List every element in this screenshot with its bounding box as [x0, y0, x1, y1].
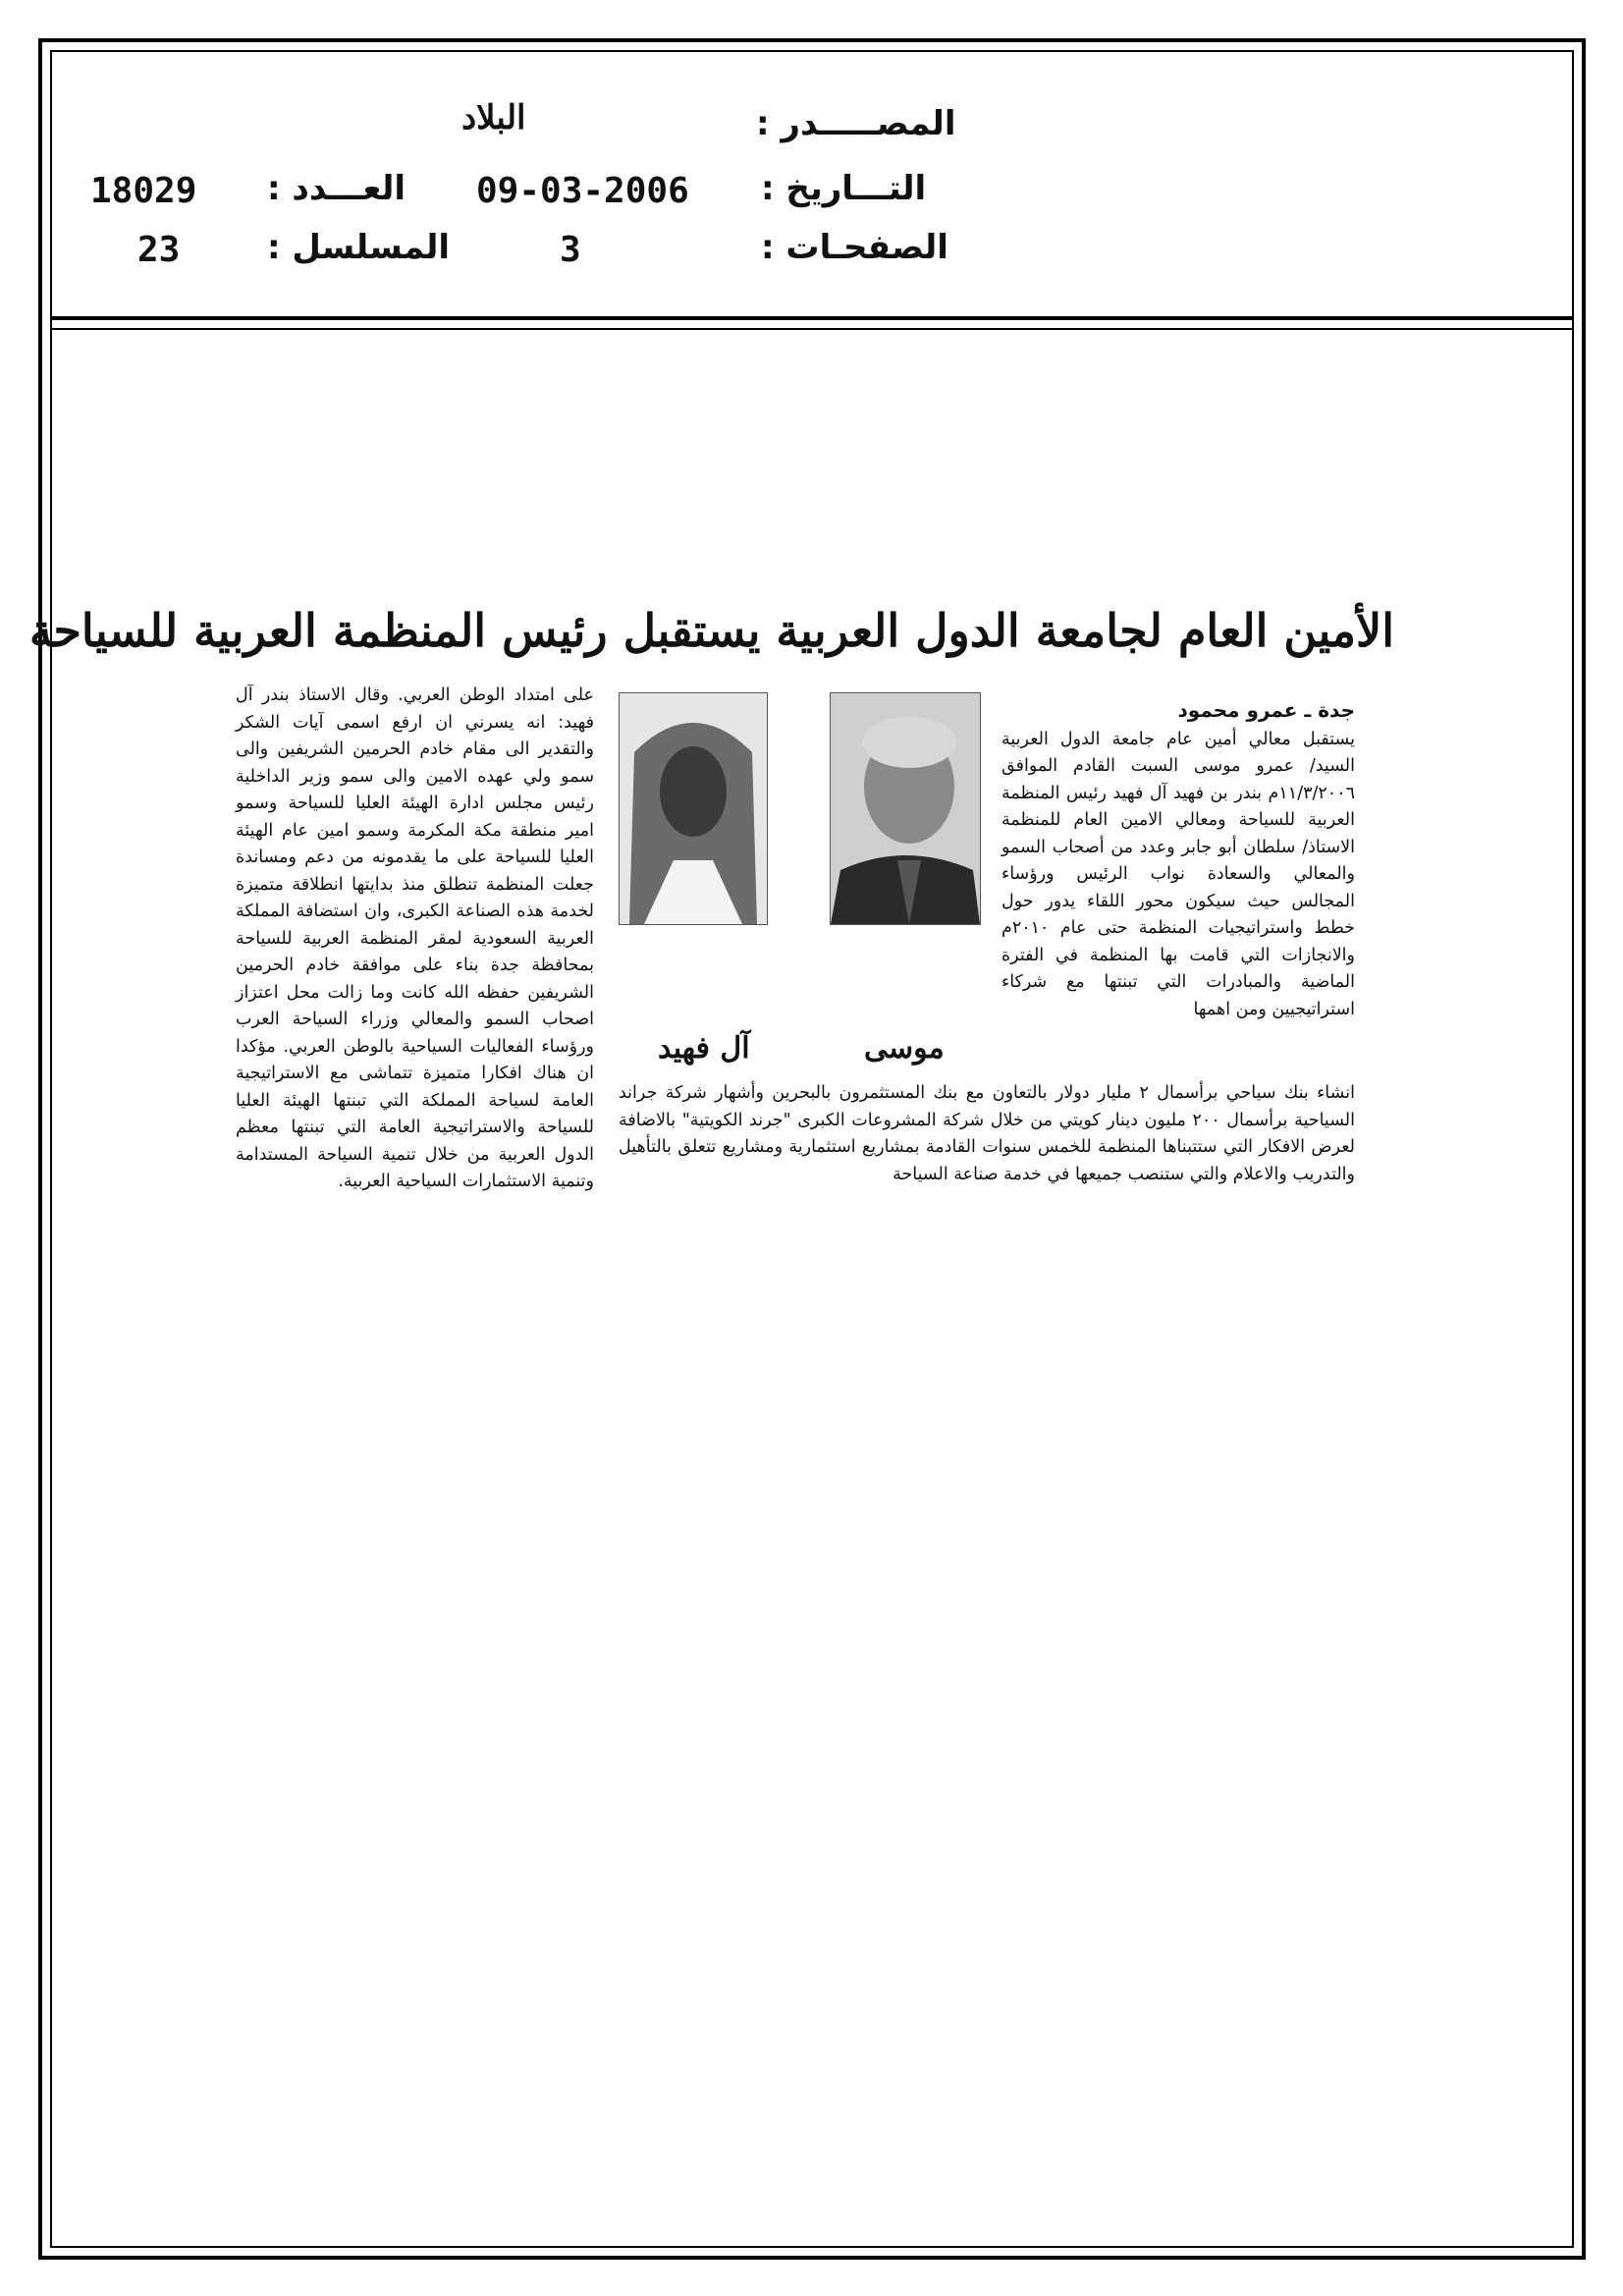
source-value: البلاد — [461, 98, 526, 137]
article-right-text: يستقبل معالي أمين عام جامعة الدول العربية السيد/ عمرو موسى السبت القادم الموافق ١١/٣/٢٠٠٦م بندر بن فهيد آل فهيد رئيس المنظمة العربية للسياحة ومعالي الامين العام للمنظمة الاستاذ/ سلطان أبو جابر وعدد من أصحاب السمو والمعالي والسعادة نواب الرئيس ورؤساء المجالس حيث سيكون محور اللقاء يدور حول خطط واستراتيجيات المنظمة حتى عام ٢٠١٠م والانجازات التي قامت بها المنظمة في الفترة الماضية والمبادرات التي تبنتها مع شركاء استراتيجيين ومن اهمها — [1001, 729, 1355, 1019]
portrait-musa-image — [831, 693, 980, 924]
issue-value: 18029 — [90, 171, 197, 211]
portrait-photo-fahid — [619, 692, 768, 925]
header-divider — [50, 316, 1574, 320]
newspaper-clipping — [28, 584, 1394, 1262]
serial-label: المسلسل : — [267, 228, 451, 267]
pages-label: الصفحـات : — [761, 228, 948, 267]
article-right-column — [1001, 697, 1355, 1023]
article-bottom-column: انشاء بنك سياحي برأسمال ٢ مليار دولار بالتعاون مع بنك المستثمرون بالبحرين وأشهار شركة جراند السياحية برأسمال ٢٠٠ مليون دينار كويتي من خلال شركة المشروعات الكبرى "جرند الكويتية" بالاضافة لعرض الافكار التي ستتبناها المنظمة للخمس سنوات القادمة بمشاريع استثمارية ومشاريع تتعلق بالتأهيل والتدريب والاعلام والتي ستنصب جميعها في خدمة صناعة السياحة — [619, 1083, 1355, 1184]
serial-value: 23 — [137, 230, 181, 270]
issue-label: العـــدد : — [267, 169, 406, 208]
article-headline: الأمين العام لجامعة الدول العربية يستقبل رئيس المنظمة العربية للسياحة — [28, 604, 1394, 657]
caption-fahid: آل فهيد — [658, 1031, 750, 1066]
article-byline: جدة ـ عمرو محمود — [1177, 698, 1355, 722]
caption-musa: موسى — [864, 1031, 945, 1066]
source-label: المصـــــدر : — [756, 104, 956, 143]
date-label: التـــاريخ : — [761, 169, 927, 208]
pages-value: 3 — [560, 230, 581, 270]
portrait-fahid-image — [620, 693, 767, 924]
portrait-photo-musa — [830, 692, 981, 925]
date-value: 09-03-2006 — [476, 171, 689, 211]
header-divider-thin — [50, 328, 1574, 330]
article-left-column: على امتداد الوطن العربي. وقال الاستاذ بندر آل فهيد: انه يسرني ان ارفع اسمى آيات الشكر والتقدير الى مقام خادم الحرمين الشريفين والى سمو ولي عهده الامين والى سمو وزير الداخلية رئيس مجلس ادارة الهيئة العليا للسياحة وسمو امير منطقة مكة المكرمة وسمو امين عام الهيئة العليا للسياحة على ما يقدمونه من دعم ومساندة جعلت المنظمة تنطلق منذ بدايتها انطلاقة متميزة لخدمة هذه الصناعة الكبرى، وان استضافة المملكة العربية السعودية لمقر المنظمة العربية للسياحة بمحافظة جدة بناء على موافقة خادم الحرمين الشريفين حفظه الله كانت وما زالت محل اعتزاز اصحاب السمو والمعالي وزراء السياحة العرب ورؤساء الفعاليات السياحية بالوطن العربي. مؤكدا ان هناك افكارا متميزة تتماشى مع الاستراتيجية العامة لسياحة المملكة التي تبنتها الهيئة العليا للسياحة والاستراتيجية العامة التي تبنتها معظم الدول العربية من خلال تنمية السياحة المستدامة وتنمية الاستثمارات السياحية العربية. — [236, 685, 594, 1191]
